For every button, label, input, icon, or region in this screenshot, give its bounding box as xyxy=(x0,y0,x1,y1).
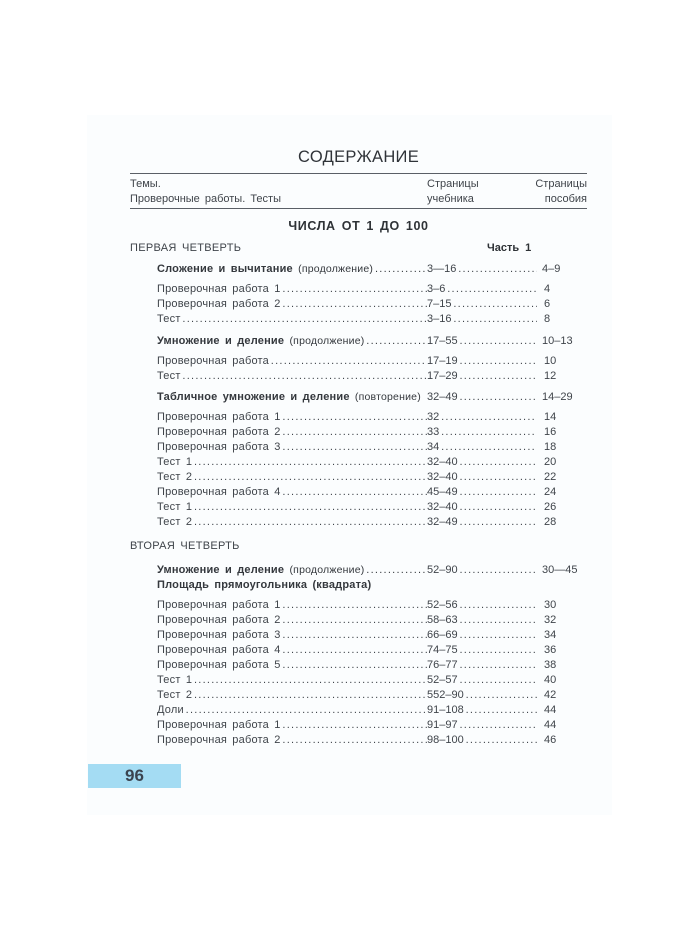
entry-title: Проверочная работа 1 . . . xyxy=(157,282,427,297)
entry-textbook-pages: 32–49 . . . xyxy=(427,390,537,405)
toc-entry[interactable] xyxy=(157,733,587,748)
entry-title: Проверочная работа 2 . . . xyxy=(157,733,427,748)
entry-textbook-pages: 3–16 . . . xyxy=(427,312,537,327)
entry-textbook-pages: 3–6 . . . xyxy=(427,282,537,297)
entry-textbook-pages: 7–15 . . . xyxy=(427,297,537,312)
column-header-textbook-line2: учебника xyxy=(427,193,474,205)
entry-textbook-pages: 32–40 . . . xyxy=(427,455,537,470)
toc-entry[interactable] xyxy=(157,470,587,485)
column-header-textbook-line1: Страницы xyxy=(427,178,479,190)
header-rule-top xyxy=(130,173,587,174)
entry-textbook-pages: 17–19 . . . xyxy=(427,354,537,369)
column-header-textbook xyxy=(427,177,479,207)
entry-title: Табличное умножение и деление (повторение) xyxy=(157,391,421,403)
column-header-topics xyxy=(130,177,281,207)
toc-entry[interactable] xyxy=(157,628,587,643)
entry-textbook-pages: 34 . . . xyxy=(427,440,537,455)
column-header-aid-line2: пособия xyxy=(544,193,587,205)
toc-entry[interactable] xyxy=(157,440,587,455)
toc-entry[interactable] xyxy=(157,410,587,425)
entry-textbook-pages: 52–90 . . . xyxy=(427,563,537,578)
entry-textbook-pages: 32–40 . . . xyxy=(427,500,537,515)
entry-aid-pages: 4 xyxy=(544,283,551,295)
toc-entry[interactable] xyxy=(157,673,587,688)
entry-textbook-pages: 45–49 . . . xyxy=(427,485,537,500)
entry-title: Проверочная работа 2 . . . xyxy=(157,425,427,440)
entry-textbook-pages: 66–69 . . . xyxy=(427,628,537,643)
entry-aid-pages: 6 xyxy=(544,298,551,310)
entry-aid-pages: 42 xyxy=(544,689,557,701)
entry-title: Тест . . . xyxy=(157,369,427,384)
entry-aid-pages: 16 xyxy=(544,426,557,438)
toc-entry-main[interactable] xyxy=(157,390,587,405)
entry-title: Проверочная работа 2 . . . xyxy=(157,297,427,312)
entry-textbook-pages: 552–90 . . . xyxy=(427,688,537,703)
entry-textbook-pages: 52–56 . . . xyxy=(427,598,537,613)
entry-aid-pages: 8 xyxy=(544,313,551,325)
toc-entry-main[interactable] xyxy=(157,578,587,593)
entry-textbook-pages: 33 . . . xyxy=(427,425,537,440)
entry-title: Тест 2 . . . xyxy=(157,515,427,530)
toc-entry-main[interactable] xyxy=(157,563,587,578)
page-number-badge: 96 xyxy=(88,764,181,788)
toc-entry[interactable] xyxy=(157,282,587,297)
column-header-aid-line1: Страницы xyxy=(535,178,587,190)
entry-title: Умножение и деление (продолжение) . . . xyxy=(157,563,427,578)
column-header-topics-line1: Темы. xyxy=(130,178,161,190)
entry-title: Проверочная работа 2 . . . xyxy=(157,613,427,628)
toc-entry[interactable] xyxy=(157,455,587,470)
entry-title: Тест 2 . . . xyxy=(157,470,427,485)
toc-entry[interactable] xyxy=(157,297,587,312)
entry-title: Проверочная работа 3 . . . xyxy=(157,440,427,455)
toc-entry-main[interactable] xyxy=(157,262,587,277)
entry-textbook-pages: 17–29 . . . xyxy=(427,369,537,384)
entry-title: Тест 2 . . . xyxy=(157,688,427,703)
entry-aid-pages: 22 xyxy=(544,471,557,483)
header-rule-bottom xyxy=(130,208,587,209)
entry-textbook-pages: 91–108 . . . xyxy=(427,703,537,718)
toc-entry-main[interactable] xyxy=(157,334,587,349)
entry-aid-pages: 10 xyxy=(544,355,557,367)
toc-entry[interactable] xyxy=(157,500,587,515)
entry-aid-pages: 44 xyxy=(544,704,557,716)
entry-textbook-pages: 76–77 . . . xyxy=(427,658,537,673)
entry-aid-pages: 32 xyxy=(544,614,557,626)
toc-entry[interactable] xyxy=(157,718,587,733)
entry-title: Умножение и деление (продолжение) . . . xyxy=(157,334,427,349)
entry-aid-pages: 10–13 xyxy=(542,335,573,347)
entry-aid-pages: 30—45 xyxy=(542,564,578,576)
entry-textbook-pages: 32–40 . . . xyxy=(427,470,537,485)
entry-title: Площадь прямоугольника (квадрата) xyxy=(157,579,372,591)
entry-title: Сложение и вычитание (продолжение) . . . xyxy=(157,262,427,277)
entry-textbook-pages: 98–100 . . . xyxy=(427,733,537,748)
toc-entry[interactable] xyxy=(157,613,587,628)
entry-textbook-pages: 32 . . . xyxy=(427,410,537,425)
entry-aid-pages: 24 xyxy=(544,486,557,498)
toc-entry[interactable] xyxy=(157,485,587,500)
entry-title: Тест 1 . . . xyxy=(157,455,427,470)
entry-aid-pages: 40 xyxy=(544,674,557,686)
column-header-topics-line2: Проверочные работы. Тесты xyxy=(130,193,281,205)
entry-textbook-pages: 52–57 . . . xyxy=(427,673,537,688)
entry-title: Тест 1 . . . xyxy=(157,500,427,515)
entry-aid-pages: 4–9 xyxy=(542,263,561,275)
part-label: Часть 1 xyxy=(487,242,532,254)
toc-entry[interactable] xyxy=(157,643,587,658)
entry-aid-pages: 30 xyxy=(544,599,557,611)
toc-entry[interactable] xyxy=(157,703,587,718)
entry-textbook-pages: 74–75 . . . xyxy=(427,643,537,658)
toc-entry[interactable] xyxy=(157,354,587,369)
entry-title: Проверочная работа 3 . . . xyxy=(157,628,427,643)
entry-title: Тест . . . xyxy=(157,312,427,327)
toc-entry[interactable] xyxy=(157,688,587,703)
toc-entry[interactable] xyxy=(157,658,587,673)
entry-aid-pages: 20 xyxy=(544,456,557,468)
entry-textbook-pages: 32–49 . . . xyxy=(427,515,537,530)
section-title: ЧИСЛА ОТ 1 ДО 100 xyxy=(288,219,429,233)
entry-title: Проверочная работа 4 . . . xyxy=(157,643,427,658)
entry-aid-pages: 14 xyxy=(544,411,557,423)
entry-aid-pages: 38 xyxy=(544,659,557,671)
toc-entry[interactable] xyxy=(157,369,587,384)
page-title: СОДЕРЖАНИЕ xyxy=(297,148,420,166)
toc-entry[interactable] xyxy=(157,312,587,327)
entry-textbook-pages: 3—16 . . . xyxy=(427,262,537,277)
entry-aid-pages: 36 xyxy=(544,644,557,656)
toc-entry[interactable] xyxy=(157,598,587,613)
entry-aid-pages: 26 xyxy=(544,501,557,513)
entry-title: Доли . . . xyxy=(157,703,427,718)
entry-title: Проверочная работа 1 . . . xyxy=(157,410,427,425)
entry-textbook-pages: 58–63 . . . xyxy=(427,613,537,628)
entry-title: Проверочная работа 1 . . . xyxy=(157,718,427,733)
toc-entry[interactable] xyxy=(157,515,587,530)
column-header-aid xyxy=(532,177,587,207)
entry-title: Тест 1 . . . xyxy=(157,673,427,688)
entry-title: Проверочная работа . . . xyxy=(157,354,427,369)
entry-aid-pages: 28 xyxy=(544,516,557,528)
entry-aid-pages: 34 xyxy=(544,629,557,641)
entry-aid-pages: 14–29 xyxy=(542,391,573,403)
entry-title: Проверочная работа 5 . . . xyxy=(157,658,427,673)
entry-title: Проверочная работа 1 . . . xyxy=(157,598,427,613)
entry-textbook-pages: 91–97 . . . xyxy=(427,718,537,733)
entry-aid-pages: 46 xyxy=(544,734,557,746)
entry-aid-pages: 18 xyxy=(544,441,557,453)
entry-aid-pages: 12 xyxy=(544,370,557,382)
quarter-heading-second: ВТОРАЯ ЧЕТВЕРТЬ xyxy=(130,540,240,552)
toc-entry[interactable] xyxy=(157,425,587,440)
entry-title: Проверочная работа 4 . . . xyxy=(157,485,427,500)
quarter-heading-first: ПЕРВАЯ ЧЕТВЕРТЬ xyxy=(130,242,242,254)
entry-textbook-pages: 17–55 . . . xyxy=(427,334,537,349)
entry-aid-pages: 44 xyxy=(544,719,557,731)
